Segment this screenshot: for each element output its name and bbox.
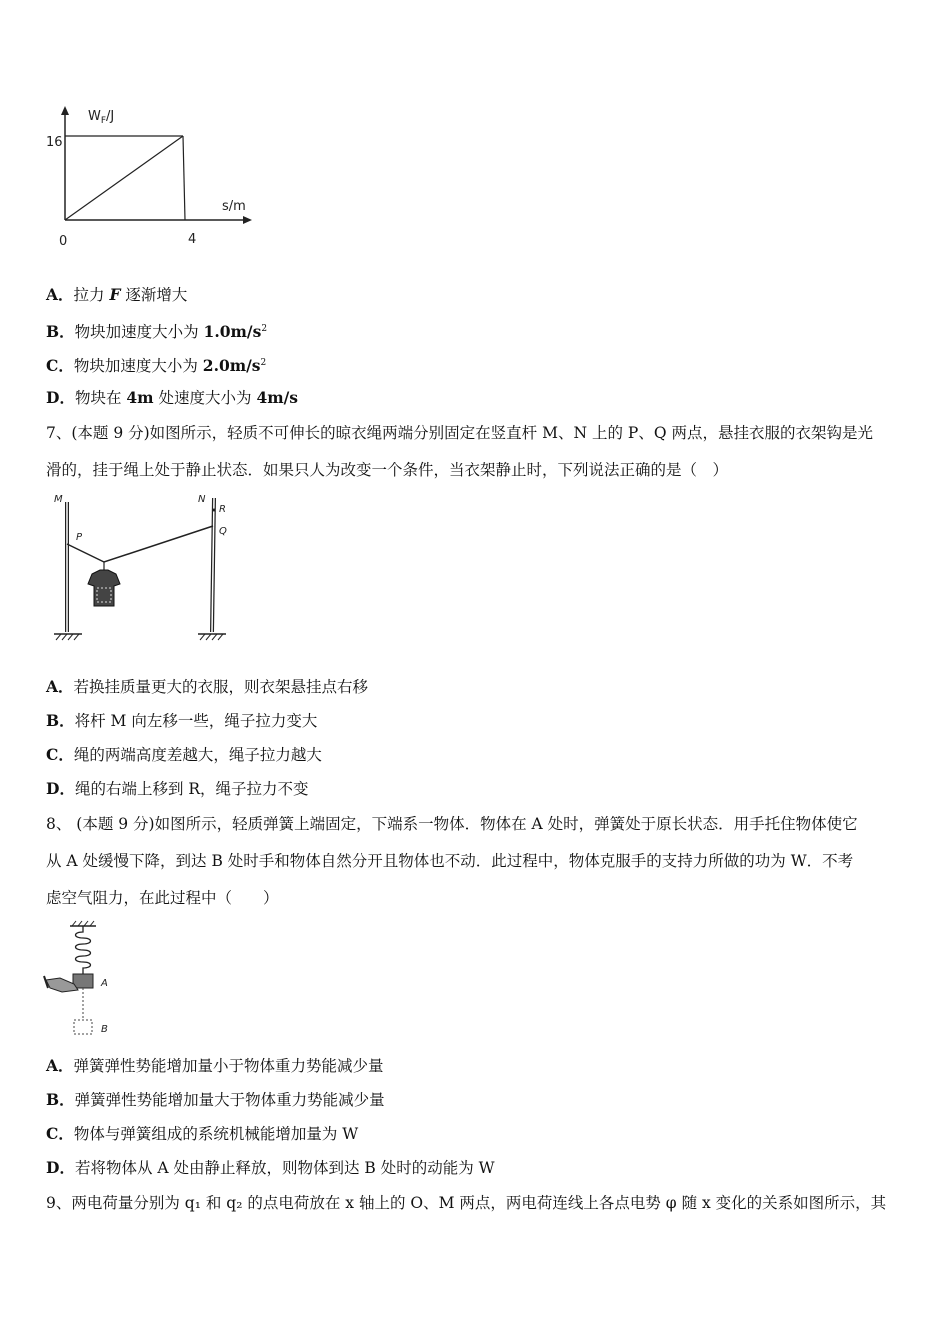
- q8-stem-line-3: 虑空气阻力，在此过程中（ ）: [46, 889, 279, 907]
- q8-option-c[interactable]: C．物体与弹簧组成的系统机械能增加量为 W: [46, 1124, 359, 1143]
- q6-option-b[interactable]: B．物块加速度大小为 $1.0m/s^2$: [46, 322, 268, 342]
- label-m: M: [54, 494, 63, 505]
- block-at-b: [74, 1020, 92, 1034]
- q6-option-d[interactable]: D．物块在 4m 处速度大小为 4m/s: [46, 388, 299, 407]
- shirt-icon: [88, 570, 120, 606]
- q7-option-c[interactable]: C．绳的两端高度差越大，绳子拉力越大: [46, 745, 322, 764]
- clothesline-rope: [67, 526, 213, 562]
- clothesline-figure: [42, 488, 242, 648]
- ground-right: [198, 634, 226, 640]
- label-a: A: [101, 978, 108, 989]
- q6-option-a[interactable]: A．拉力 F 逐渐增大: [46, 285, 188, 304]
- label-r: R: [219, 504, 226, 515]
- q6-option-c[interactable]: C．物块加速度大小为 $2.0m/s^2$: [46, 356, 267, 376]
- spring: [76, 926, 91, 974]
- label-b: B: [101, 1024, 108, 1035]
- q8-option-d[interactable]: D．若将物体从 A 处由静止释放，则物体到达 B 处时的动能为 W: [46, 1158, 495, 1177]
- origin-label: 0: [59, 234, 68, 249]
- y-tick-label: 16: [46, 135, 63, 150]
- spring-figure: [40, 918, 140, 1042]
- y-axis-label: $W_F/J$: [88, 109, 115, 126]
- work-displacement-graph: [40, 100, 270, 250]
- q7-option-d[interactable]: D．绳的右端上移到 R，绳子拉力不变: [46, 779, 309, 798]
- q7-stem-line-1: 7、(本题 9 分)如图所示，轻质不可伸长的晾衣绳两端分别固定在竖直杆 M、N 上的 P、Q 两点，悬挂衣服的衣架钩是光: [46, 424, 873, 442]
- x-axis-arrow: [243, 216, 252, 224]
- work-series-line: [65, 136, 183, 220]
- q8-option-a[interactable]: A．弹簧弹性势能增加量小于物体重力势能减少量: [46, 1056, 384, 1075]
- q9-stem-line-1: 9、两电荷量分别为 q₁ 和 q₂ 的点电荷放在 x 轴上的 O、M 两点，两电荷连线上各点电势 φ 随 x 变化的关系如图所示，其: [46, 1194, 887, 1212]
- q8-stem-line-1: 8、 (本题 9 分)如图所示，轻质弹簧上端固定，下端系一物体．物体在 A 处时，弹簧处于原长状态．用手托住物体使它: [46, 815, 858, 833]
- x-axis-label: s/m: [222, 199, 246, 214]
- ground-left: [54, 634, 82, 640]
- y-axis-arrow: [61, 106, 69, 115]
- x-tick-label: 4: [188, 232, 197, 247]
- q7-option-b[interactable]: B．将杆 M 向左移一些，绳子拉力变大: [46, 711, 318, 730]
- label-n: N: [198, 494, 206, 505]
- q8-stem-line-2: 从 A 处缓慢下降，到达 B 处时手和物体自然分开且物体也不动．此过程中，物体克服手的支持力所做的功为 W．不考: [46, 852, 854, 870]
- q7-stem-line-2: 滑的，挂于绳上处于静止状态．如果只人为改变一个条件，当衣架静止时，下列说法正确的是（ ）: [46, 461, 729, 479]
- label-q: Q: [219, 526, 227, 537]
- drop-line-4: [183, 136, 185, 220]
- q8-option-b[interactable]: B．弹簧弹性势能增加量大于物体重力势能减少量: [46, 1090, 385, 1109]
- q7-option-a[interactable]: A．若换挂质量更大的衣服，则衣架悬挂点右移: [46, 677, 369, 696]
- label-p: P: [76, 532, 83, 543]
- point-r: [213, 509, 216, 512]
- block-at-a: [73, 974, 93, 988]
